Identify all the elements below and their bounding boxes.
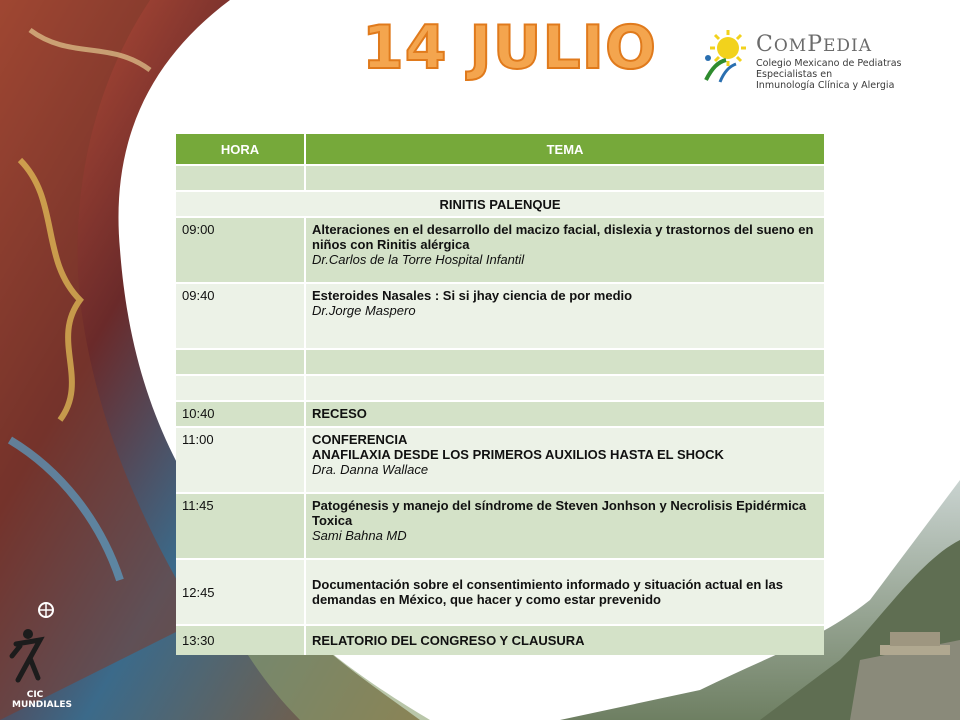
table-cell: [176, 165, 305, 191]
row-speaker: Dr.Carlos de la Torre Hospital Infantil: [312, 252, 525, 267]
logo-letter-p: P: [807, 32, 823, 57]
row-speaker: Dra. Danna Wallace: [312, 462, 429, 477]
row-topic: [305, 283, 824, 349]
row-title: Esteroides Nasales : Si si jhay ciencia de por medio: [312, 288, 633, 303]
table-row: [176, 401, 824, 427]
cic-label: [12, 690, 72, 710]
row-topic: [305, 559, 824, 625]
logo-letter-c: C: [756, 32, 774, 57]
table-row: [176, 217, 824, 283]
agenda-table: [176, 134, 824, 655]
compedia-logo: [700, 28, 950, 91]
logo-subtitle-line2: Inmunología Clínica y Alergia: [756, 80, 895, 91]
row-title-2: ANAFILAXIA DESDE LOS PRIMEROS AUXILIOS HASTA EL SHOCK: [312, 447, 724, 462]
table-cell: [176, 349, 305, 375]
table-row: [176, 559, 824, 625]
table-cell: [176, 375, 305, 401]
section-label: RINITIS PALENQUE: [176, 191, 824, 217]
row-time: 13:30: [176, 625, 305, 655]
row-topic: [305, 493, 824, 559]
row-time: 09:00: [176, 217, 305, 283]
logo-wordmark: [756, 32, 872, 57]
table-header-row: [176, 134, 824, 165]
row-topic: [305, 217, 824, 283]
table-row: [176, 493, 824, 559]
table-row: [176, 625, 824, 655]
table-cell: [305, 165, 824, 191]
cic-label-line2: MUNDIALES: [12, 700, 72, 710]
table-row-empty: [176, 349, 824, 375]
row-topic: [305, 625, 824, 655]
logo-letters-edia: EDIA: [823, 36, 873, 56]
cic-label-line1: CIC: [26, 690, 44, 700]
row-topic: [305, 427, 824, 493]
row-time: 10:40: [176, 401, 305, 427]
row-speaker: Sami Bahna MD: [312, 528, 407, 543]
table-row-section: [176, 191, 824, 217]
row-title: Documentación sobre el consentimiento informado y situación actual en las demandas en México, que hacer y como estar prevenido: [312, 577, 783, 607]
runner-figure-icon: [8, 600, 58, 690]
logo-letters-om: OM: [773, 36, 808, 56]
row-time: 09:40: [176, 283, 305, 349]
row-title: RELATORIO DEL CONGRESO Y CLAUSURA: [312, 633, 585, 648]
cic-logo: [8, 600, 72, 712]
table-cell: [305, 375, 824, 401]
table-cell: [305, 349, 824, 375]
row-topic: [305, 401, 824, 427]
row-speaker: Dr.Jorge Maspero: [312, 303, 416, 318]
row-title: CONFERENCIA: [312, 432, 408, 447]
row-time: 11:45: [176, 493, 305, 559]
header-time: HORA: [176, 134, 305, 165]
logo-subtitle-line1: Colegio Mexicano de Pediatras Especialistas en: [756, 58, 902, 80]
table-row: [176, 427, 824, 493]
logo-subtitle: [756, 58, 950, 91]
row-title: Alteraciones en el desarrollo del macizo facial, dislexia y trastornos del sueno en niños con Rinitis alérgica: [312, 222, 814, 252]
table-row-empty: [176, 165, 824, 191]
page-title: 14 JULIO: [362, 13, 657, 83]
row-time: 11:00: [176, 427, 305, 493]
row-title: RECESO: [312, 406, 367, 421]
sun-figure-icon: [700, 28, 752, 84]
row-time: 12:45: [176, 559, 305, 625]
table-row-empty: [176, 375, 824, 401]
header-topic: TEMA: [305, 134, 824, 165]
table-row: [176, 283, 824, 349]
row-title: Patogénesis y manejo del síndrome de Steven Jonhson y Necrolisis Epidérmica Toxica: [312, 498, 807, 528]
